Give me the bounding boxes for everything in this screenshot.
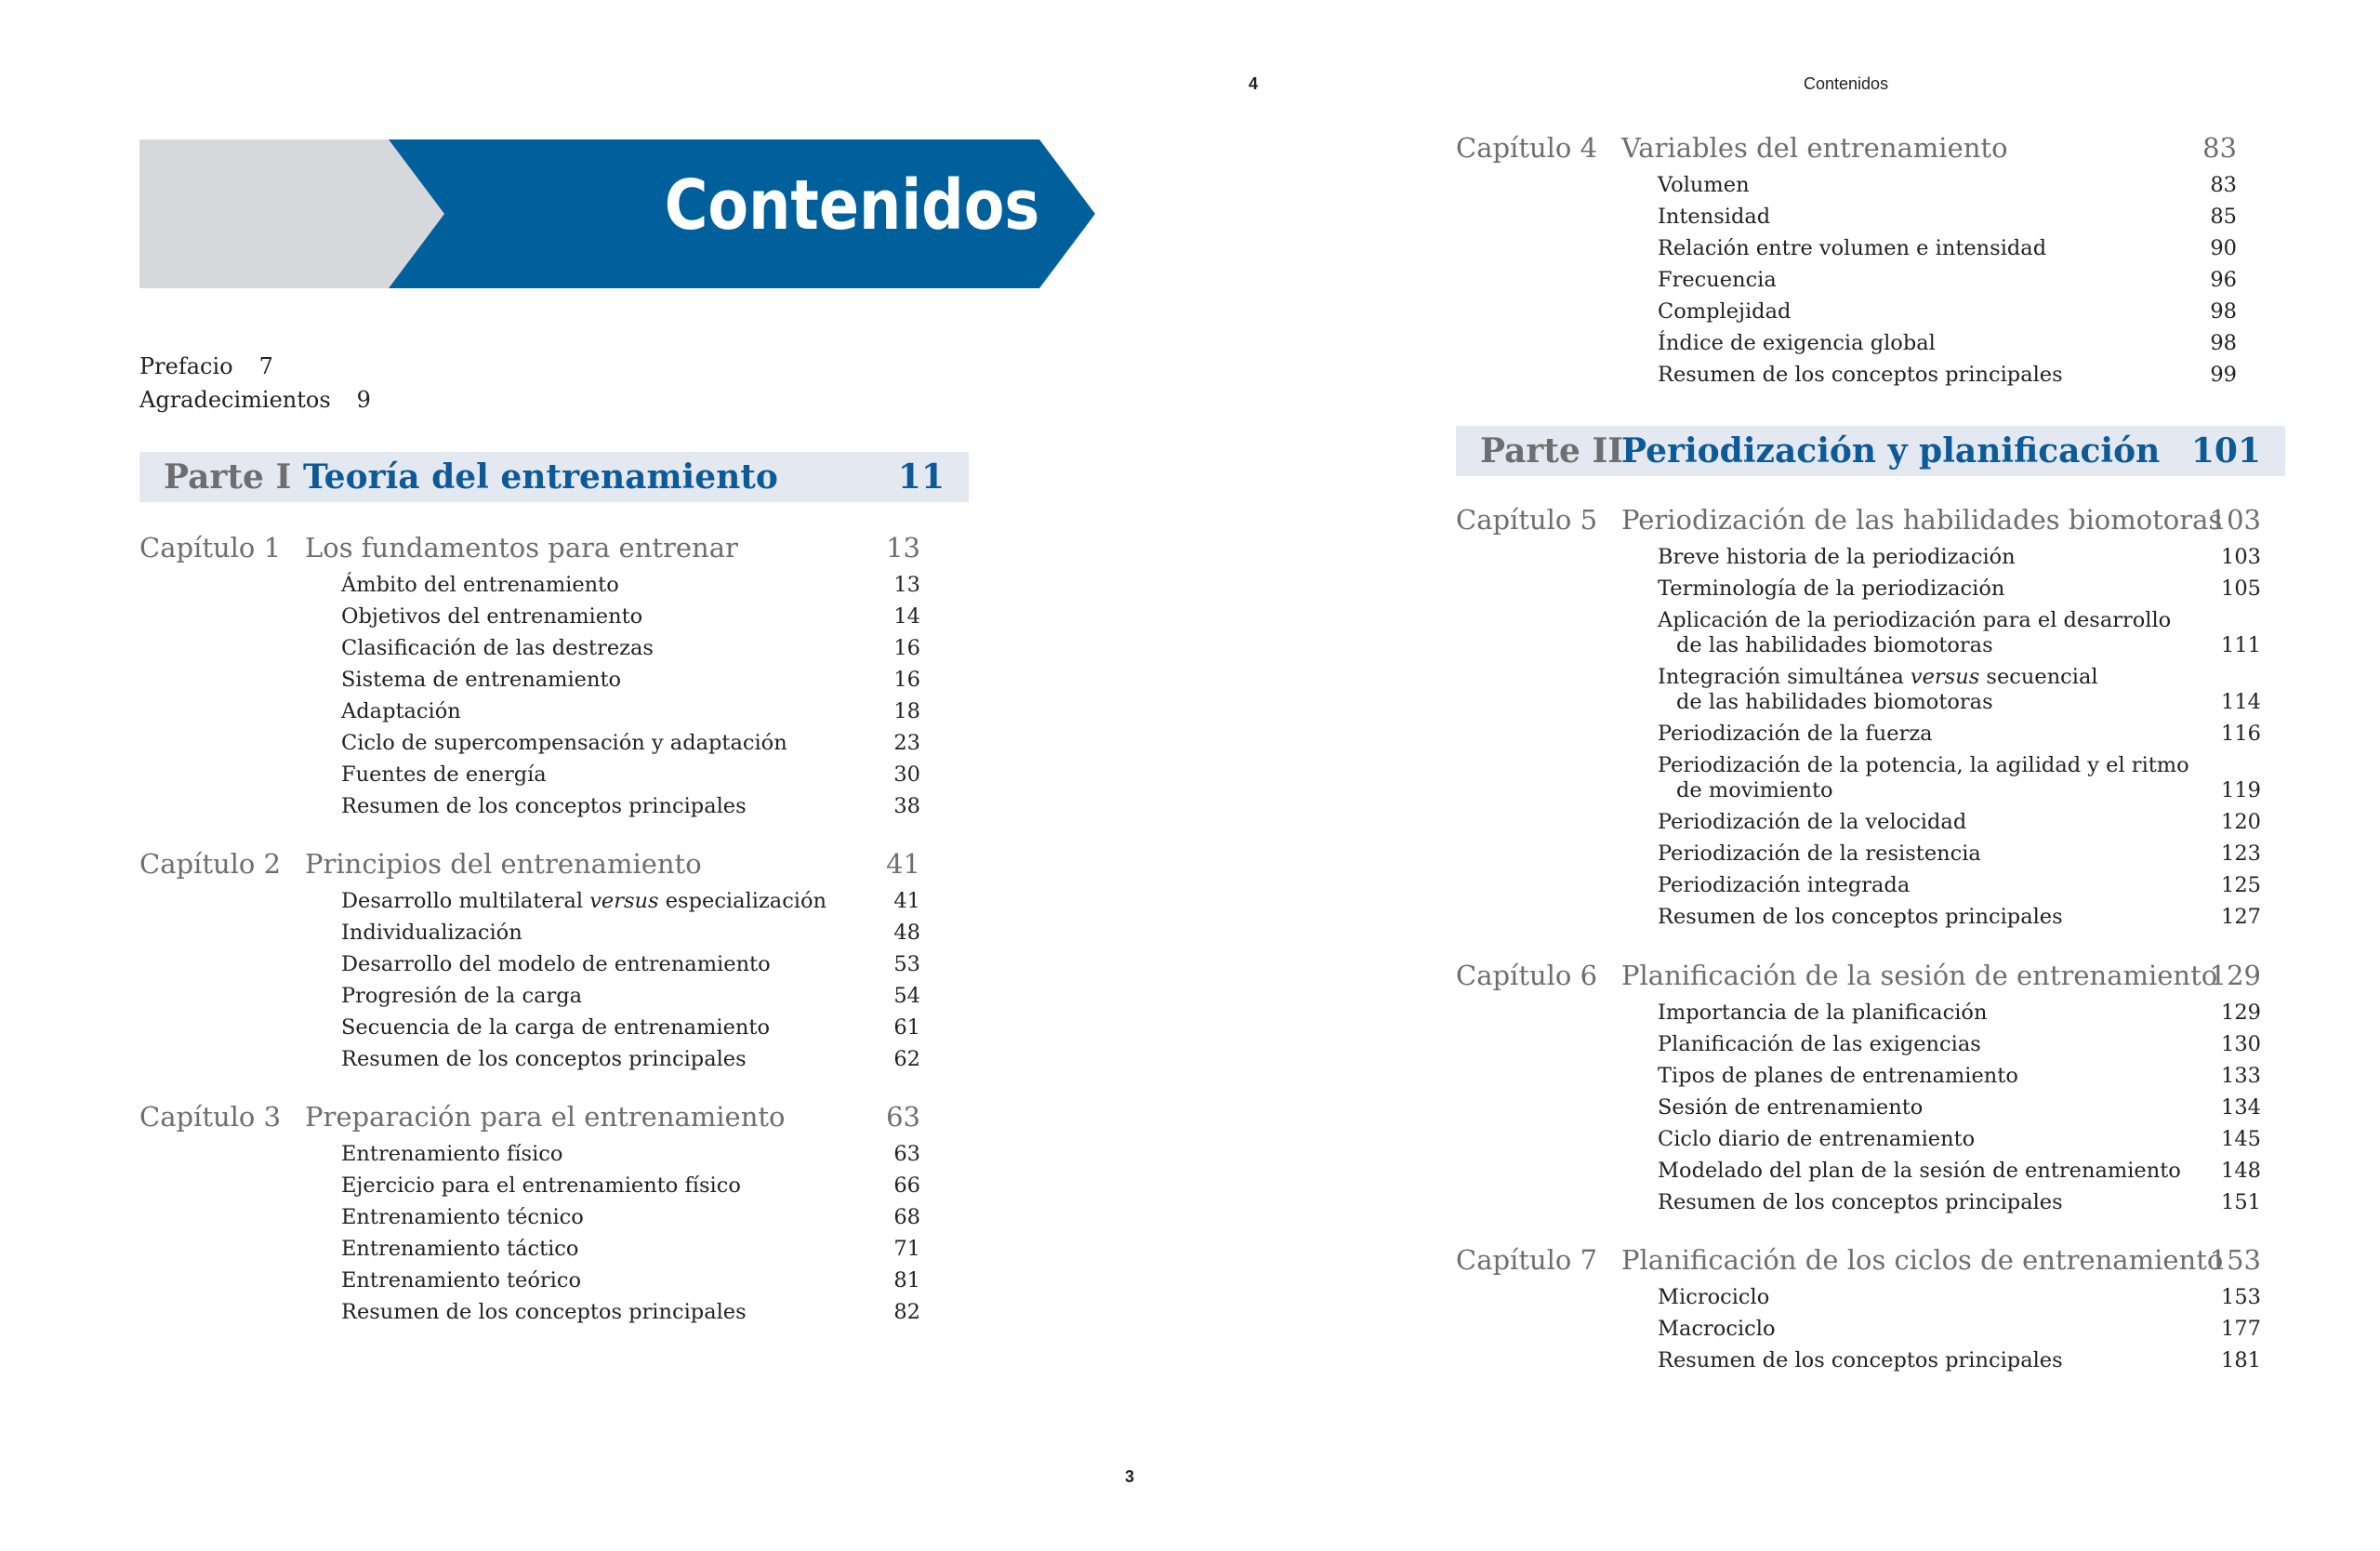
toc-entry-title: Periodización de la potencia, la agilidad y el ritmo xyxy=(1658,753,2189,777)
toc-entry[interactable] xyxy=(1658,331,2237,356)
toc-entry-page: 134 xyxy=(2221,1095,2261,1120)
toc-entry-page: 62 xyxy=(893,1047,920,1071)
chapter-block xyxy=(1456,960,2285,1222)
toc-entry[interactable] xyxy=(341,1205,920,1230)
toc-entry-title: Individualización xyxy=(341,921,522,945)
toc-entry-page: 38 xyxy=(893,794,920,818)
part-page: 101 xyxy=(2190,431,2261,471)
toc-entry[interactable] xyxy=(1658,722,2261,747)
chapter-title[interactable]: Periodización de las habilidades biomotoras xyxy=(1621,504,2223,536)
toc-entry-title: Periodización de la fuerza xyxy=(1658,722,1933,746)
toc-entry-title-continuation: de las habilidades biomotoras xyxy=(1676,633,1993,657)
toc-entry-page: 61 xyxy=(893,1015,920,1040)
toc-entry-title-continuation: de las habilidades biomotoras xyxy=(1676,690,1993,714)
toc-entry-title: Objetivos del entrenamiento xyxy=(341,604,643,629)
contents-banner xyxy=(139,139,1095,288)
toc-entry[interactable] xyxy=(1658,608,2261,658)
toc-entry-page: 14 xyxy=(893,604,920,629)
toc-entry[interactable] xyxy=(1658,1285,2261,1310)
toc-entry-page: 129 xyxy=(2221,1001,2261,1025)
toc-entry-page: 114 xyxy=(2221,690,2261,714)
toc-entry-title: Intensidad xyxy=(1658,205,1771,229)
toc-entry-page: 41 xyxy=(893,889,920,913)
toc-entry[interactable] xyxy=(341,921,920,946)
toc-entry-page: 63 xyxy=(893,1142,920,1166)
toc-entry-title: Entrenamiento táctico xyxy=(341,1237,579,1261)
chapter-entries xyxy=(1658,545,2261,930)
toc-entry-title: Resumen de los conceptos principales xyxy=(341,1300,747,1324)
chapter-label: Capítulo 6 xyxy=(1456,960,1598,991)
toc-entry-page: 181 xyxy=(2221,1348,2261,1372)
toc-entry[interactable] xyxy=(1658,173,2237,198)
toc-entry-title-continuation: de movimiento xyxy=(1676,778,1833,802)
toc-entry[interactable] xyxy=(1658,873,2261,898)
toc-entry[interactable] xyxy=(341,1237,920,1262)
toc-entry-page: 125 xyxy=(2221,873,2261,897)
toc-entry[interactable] xyxy=(1658,665,2261,715)
front-matter-item xyxy=(139,383,371,417)
chapter-page: 129 xyxy=(2209,960,2261,991)
toc-entry-title: Planificación de las exigencias xyxy=(1658,1032,1981,1056)
chapter-title[interactable]: Los fundamentos para entrenar xyxy=(305,532,738,563)
toc-entry-title: Desarrollo multilateral versus especialización xyxy=(341,889,827,913)
part-title: Teoría del entrenamiento xyxy=(303,457,778,497)
toc-entry-title: Entrenamiento físico xyxy=(341,1142,563,1166)
front-matter-item xyxy=(139,350,371,383)
toc-entry[interactable] xyxy=(341,699,920,724)
toc-entry[interactable] xyxy=(1658,1127,2261,1152)
front-matter-list xyxy=(139,350,371,417)
toc-entry-title: Progresión de la carga xyxy=(341,984,583,1008)
chapter-label: Capítulo 5 xyxy=(1456,504,1598,536)
chapter-entries xyxy=(341,889,920,1072)
toc-entry-page: 82 xyxy=(893,1300,920,1324)
part-heading xyxy=(139,452,969,502)
toc-entry-title: Ejercicio para el entrenamiento físico xyxy=(341,1173,741,1198)
chapter-label: Capítulo 3 xyxy=(139,1101,282,1133)
toc-entry[interactable] xyxy=(1658,753,2261,803)
chapter-block xyxy=(1456,504,2285,936)
toc-entry[interactable] xyxy=(341,636,920,661)
chapter-label: Capítulo 7 xyxy=(1456,1244,1598,1276)
toc-entry-page: 127 xyxy=(2221,905,2261,929)
part-label: Parte I xyxy=(164,457,292,497)
toc-entry[interactable] xyxy=(341,573,920,598)
toc-entry-title: Resumen de los conceptos principales xyxy=(1658,363,2063,387)
toc-entry[interactable] xyxy=(1658,1159,2261,1184)
toc-entry[interactable] xyxy=(341,1173,920,1199)
toc-entry[interactable] xyxy=(1658,299,2237,325)
toc-entry-page: 30 xyxy=(893,762,920,787)
toc-entry-title: Adaptación xyxy=(341,699,461,723)
toc-entry-title: Secuencia de la carga de entrenamiento xyxy=(341,1015,770,1040)
chapter-label: Capítulo 1 xyxy=(139,532,282,563)
toc-entry[interactable] xyxy=(341,1268,920,1293)
running-title: Contenidos xyxy=(1804,74,1889,93)
toc-entry[interactable] xyxy=(341,1300,920,1325)
toc-entry-title: Periodización de la resistencia xyxy=(1658,842,1981,866)
chapter-page: 13 xyxy=(886,532,920,563)
toc-entry-title: Ciclo diario de entrenamiento xyxy=(1658,1127,1976,1151)
toc-entry[interactable] xyxy=(341,984,920,1009)
toc-entry-page: 120 xyxy=(2221,810,2261,834)
toc-entry[interactable] xyxy=(341,794,920,819)
toc-entry-title: Sistema de entrenamiento xyxy=(341,668,622,692)
toc-entry-title: Resumen de los conceptos principales xyxy=(1658,1190,2063,1214)
toc-entry-page: 18 xyxy=(893,699,920,723)
toc-entry[interactable] xyxy=(1658,236,2237,261)
chapter-title[interactable]: Planificación de la sesión de entrenamiento xyxy=(1621,960,2218,991)
chapter-heading xyxy=(1456,1244,2285,1285)
toc-entry-title: Clasificación de las destrezas xyxy=(341,636,654,660)
toc-entry-page: 98 xyxy=(2210,299,2237,324)
chapter-heading xyxy=(1456,504,2285,545)
toc-entry-page: 66 xyxy=(893,1173,920,1198)
toc-entry-page: 133 xyxy=(2221,1064,2261,1088)
toc-entry-page: 90 xyxy=(2210,236,2237,260)
chapter-block xyxy=(139,1101,945,1332)
chapter-heading xyxy=(1456,960,2285,1001)
toc-entry[interactable] xyxy=(341,1047,920,1072)
chapter-heading xyxy=(139,532,945,573)
chapter-entries xyxy=(1658,173,2237,388)
toc-entry-page: 111 xyxy=(2221,633,2261,657)
toc-entry-title: Tipos de planes de entrenamiento xyxy=(1658,1064,2018,1088)
chapter-entries xyxy=(1658,1285,2261,1373)
toc-entry-page: 16 xyxy=(893,636,920,660)
toc-entry-page: 123 xyxy=(2221,842,2261,866)
toc-entry-title: Ámbito del entrenamiento xyxy=(341,573,619,597)
toc-entry[interactable] xyxy=(341,731,920,756)
toc-entry-title: Entrenamiento teórico xyxy=(341,1268,582,1292)
toc-entry[interactable] xyxy=(1658,810,2261,835)
toc-entry[interactable] xyxy=(1658,1095,2261,1120)
toc-entry-page: 54 xyxy=(893,984,920,1008)
toc-entry-page: 99 xyxy=(2210,363,2237,387)
toc-entry[interactable] xyxy=(341,889,920,914)
toc-entry[interactable] xyxy=(341,668,920,693)
toc-entry-page: 130 xyxy=(2221,1032,2261,1056)
toc-entry-page: 98 xyxy=(2210,331,2237,355)
toc-entry-title: Resumen de los conceptos principales xyxy=(1658,1348,2063,1372)
toc-entry-page: 151 xyxy=(2221,1190,2261,1214)
chapter-block xyxy=(1456,132,2261,394)
part-label: Parte II xyxy=(1480,431,1624,471)
chapter-title[interactable]: Preparación para el entrenamiento xyxy=(305,1101,786,1133)
front-matter-title: Agradecimientos xyxy=(139,387,331,413)
toc-entry-title: Entrenamiento técnico xyxy=(341,1205,584,1229)
toc-entry[interactable] xyxy=(341,604,920,630)
page-number-header: 4 xyxy=(1249,74,1259,93)
toc-entry-title: Sesión de entrenamiento xyxy=(1658,1095,1924,1120)
toc-entry[interactable] xyxy=(341,1142,920,1167)
chapter-entries xyxy=(341,573,920,819)
toc-entry[interactable] xyxy=(1658,545,2261,570)
toc-entry-title: Complejidad xyxy=(1658,299,1792,324)
toc-entry-title: Desarrollo del modelo de entrenamiento xyxy=(341,952,771,976)
chapter-page: 41 xyxy=(886,848,920,880)
toc-entry-page: 83 xyxy=(2210,173,2237,197)
chapter-label: Capítulo 2 xyxy=(139,848,282,880)
chapter-title[interactable]: Principios del entrenamiento xyxy=(305,848,702,880)
chapter-entries xyxy=(1658,1001,2261,1215)
chapter-title[interactable]: Planificación de los ciclos de entrenamiento xyxy=(1621,1244,2224,1276)
toc-entry[interactable] xyxy=(1658,577,2261,602)
page-number-footer: 3 xyxy=(1125,1467,1135,1486)
part-heading xyxy=(1456,426,2285,476)
toc-entry-title: Relación entre volumen e intensidad xyxy=(1658,236,2047,260)
chapter-page: 83 xyxy=(2202,132,2237,164)
toc-entry-page: 116 xyxy=(2221,722,2261,746)
toc-entry[interactable] xyxy=(1658,363,2237,388)
toc-entry-page: 153 xyxy=(2221,1285,2261,1309)
toc-entry-page: 13 xyxy=(893,573,920,597)
toc-entry-page: 148 xyxy=(2221,1159,2261,1183)
chapter-page: 103 xyxy=(2209,504,2261,536)
italic-word: versus xyxy=(1910,665,1980,689)
toc-entry-title: Resumen de los conceptos principales xyxy=(1658,905,2063,929)
toc-entry-title: Microciclo xyxy=(1658,1285,1770,1309)
front-matter-page: 7 xyxy=(258,353,273,379)
toc-entry-page: 85 xyxy=(2210,205,2237,229)
italic-word: versus xyxy=(589,889,659,913)
toc-entry[interactable] xyxy=(1658,205,2237,230)
toc-entry-page: 119 xyxy=(2221,778,2261,802)
part-page: 11 xyxy=(897,457,945,497)
toc-entry-page: 68 xyxy=(893,1205,920,1229)
chapter-heading xyxy=(1456,132,2261,173)
toc-entry[interactable] xyxy=(1658,905,2261,930)
toc-entry-title: Aplicación de la periodización para el desarrollo xyxy=(1658,608,2172,632)
toc-entry-title: Resumen de los conceptos principales xyxy=(341,1047,747,1071)
toc-entry-title: Integración simultánea versus secuencial xyxy=(1658,665,2098,689)
toc-entry-page: 53 xyxy=(893,952,920,976)
toc-entry-page: 48 xyxy=(893,921,920,945)
toc-entry-title: Ciclo de supercompensación y adaptación xyxy=(341,731,787,755)
toc-entry-title: Modelado del plan de la sesión de entrenamiento xyxy=(1658,1159,2181,1183)
toc-entry-page: 81 xyxy=(893,1268,920,1292)
toc-entry[interactable] xyxy=(1658,1032,2261,1057)
toc-entry[interactable] xyxy=(341,952,920,977)
chapter-page: 153 xyxy=(2209,1244,2261,1276)
toc-entry-title: Volumen xyxy=(1658,173,1750,197)
toc-entry[interactable] xyxy=(341,762,920,788)
chapter-label: Capítulo 4 xyxy=(1456,132,1598,164)
toc-entry[interactable] xyxy=(1658,1348,2261,1373)
chapter-block xyxy=(139,848,945,1079)
toc-entry-title: Periodización de la velocidad xyxy=(1658,810,1967,834)
toc-entry-title: Importancia de la planificación xyxy=(1658,1001,1988,1025)
front-matter-page: 9 xyxy=(356,387,371,413)
toc-entry[interactable] xyxy=(1658,1001,2261,1026)
toc-entry[interactable] xyxy=(1658,842,2261,867)
chapter-title[interactable]: Variables del entrenamiento xyxy=(1621,132,2008,164)
toc-entry[interactable] xyxy=(1658,1190,2261,1215)
toc-entry-page: 16 xyxy=(893,668,920,692)
toc-entry-title: Terminología de la periodización xyxy=(1658,577,2005,601)
front-matter-title: Prefacio xyxy=(139,353,233,379)
toc-entry-page: 145 xyxy=(2221,1127,2261,1151)
toc-entry-page: 103 xyxy=(2221,545,2261,569)
toc-entry-title: Macrociclo xyxy=(1658,1317,1776,1341)
toc-entry[interactable] xyxy=(1658,268,2237,293)
toc-entry[interactable] xyxy=(1658,1064,2261,1089)
chapter-entries xyxy=(341,1142,920,1325)
toc-entry-page: 96 xyxy=(2210,268,2237,292)
page-title: Contenidos xyxy=(664,166,1039,245)
toc-entry-page: 105 xyxy=(2221,577,2261,601)
part-title: Periodización y planificación xyxy=(1621,431,2161,471)
toc-entry-title: Breve historia de la periodización xyxy=(1658,545,2016,569)
toc-entry-title: Índice de exigencia global xyxy=(1658,331,1936,355)
toc-entry[interactable] xyxy=(341,1015,920,1041)
toc-entry-title: Fuentes de energía xyxy=(341,762,547,787)
chapter-page: 63 xyxy=(886,1101,920,1133)
chapter-heading xyxy=(139,1101,945,1142)
chapter-block xyxy=(139,532,945,826)
chapter-heading xyxy=(139,848,945,889)
banner-gray-chevron xyxy=(139,139,444,288)
toc-entry-page: 23 xyxy=(893,731,920,755)
toc-entry-title: Periodización integrada xyxy=(1658,873,1911,897)
chapter-block xyxy=(1456,1244,2285,1380)
toc-entry-title: Resumen de los conceptos principales xyxy=(341,794,747,818)
toc-entry-page: 177 xyxy=(2221,1317,2261,1341)
toc-entry-title: Frecuencia xyxy=(1658,268,1777,292)
toc-entry[interactable] xyxy=(1658,1317,2261,1342)
toc-entry-page: 71 xyxy=(893,1237,920,1261)
